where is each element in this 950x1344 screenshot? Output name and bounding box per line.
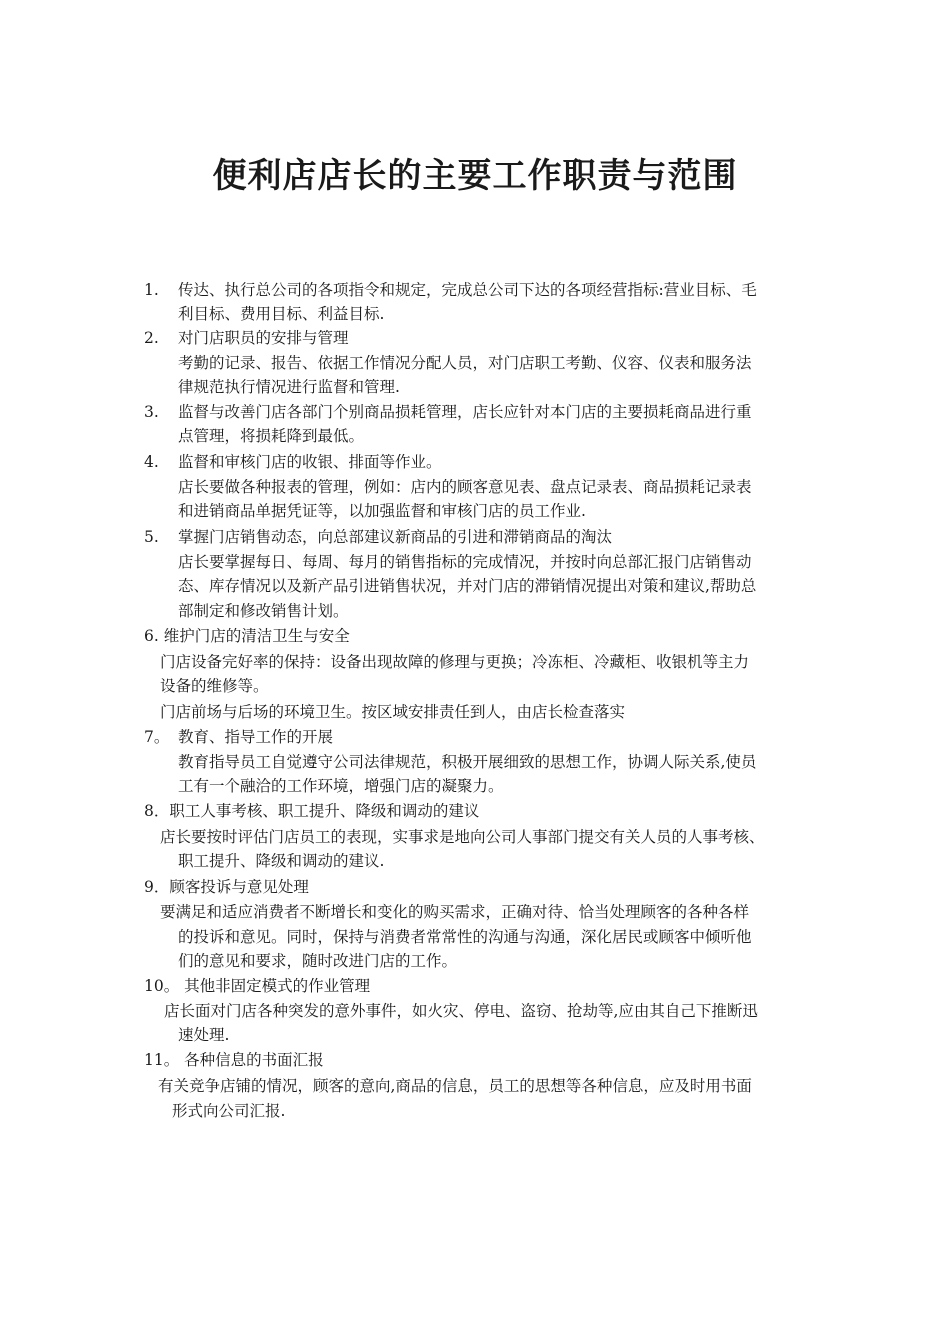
- text-line: 的投诉和意见。同时，保持与消费者常常性的沟通与沟通，深化居民或顾客中倾听他: [178, 928, 752, 946]
- text-line: 考勤的记录、报告、依据工作情况分配人员，对门店职工考勤、仪容、仪表和服务法: [178, 354, 752, 372]
- document-title: 便利店店长的主要工作职责与范围: [212, 156, 738, 196]
- item-number: 3.: [144, 403, 159, 421]
- text-line: 传达、执行总公司的各项指令和规定，完成总公司下达的各项经营指标:营业目标、毛: [178, 281, 757, 299]
- text-line: 门店前场与后场的环境卫生。按区域安排责任到人，由店长检查落实: [160, 703, 626, 721]
- text-line: 部制定和修改销售计划。: [178, 602, 349, 620]
- text-line: 门店设备完好率的保持：设备出现故障的修理与更换；冷冻柜、冷藏柜、收银机等主力: [160, 653, 750, 671]
- text-line: 速处理.: [178, 1026, 230, 1044]
- text-line: 工有一个融洽的工作环境，增强门店的凝聚力。: [178, 777, 504, 795]
- text-line: 店长要做各种报表的管理，例如：店内的顾客意见表、盘点记录表、商品损耗记录表: [178, 478, 752, 496]
- text-line: 态、库存情况以及新产品引进销售状况，并对门店的滞销情况提出对策和建议,帮助总: [178, 577, 757, 595]
- text-line: 店长面对门店各种突发的意外事件，如火灾、停电、盗窃、抢劫等,应由其自己下推断迅: [164, 1002, 758, 1020]
- item-number: 5.: [144, 528, 159, 546]
- section-heading: 8．职工人事考核、职工提升、降级和调动的建议: [144, 802, 480, 820]
- text-line: 教育指导员工自觉遵守公司法律规范，积极开展细致的思想工作，协调人际关系,使员: [178, 753, 757, 771]
- section-heading: 对门店职员的安排与管理: [178, 329, 349, 347]
- item-number: 1.: [144, 281, 159, 299]
- text-line: 和进销商品单据凭证等，以加强监督和审核门店的员工作业.: [178, 502, 586, 520]
- item-number: 2.: [144, 329, 159, 347]
- text-line: 店长要掌握每日、每周、每月的销售指标的完成情况，并按时向总部汇报门店销售动: [178, 553, 752, 571]
- section-heading: 监督和审核门店的收银、排面等作业。: [178, 453, 442, 471]
- text-line: 们的意见和要求，随时改进门店的工作。: [178, 952, 458, 970]
- text-line: 店长要按时评估门店员工的表现，实事求是地向公司人事部门提交有关人员的人事考核、: [160, 828, 765, 846]
- text-line: 监督与改善门店各部门个别商品损耗管理，店长应针对本门店的主要损耗商品进行重: [178, 403, 752, 421]
- text-line: 点管理，将损耗降到最低。: [178, 427, 365, 445]
- section-heading: 6. 维护门店的清洁卫生与安全: [144, 627, 350, 645]
- section-heading: 9．顾客投诉与意见处理: [144, 878, 309, 896]
- section-heading: 11。 各种信息的书面汇报: [144, 1051, 324, 1069]
- section-heading: 10。 其他非固定模式的作业管理: [144, 977, 371, 995]
- item-number: 4.: [144, 453, 159, 471]
- text-line: 职工提升、降级和调动的建议.: [178, 852, 385, 870]
- text-line: 形式向公司汇报.: [172, 1102, 286, 1120]
- text-line: 要满足和适应消费者不断增长和变化的购买需求，正确对待、恰当处理顾客的各种各样: [160, 903, 750, 921]
- text-line: 有关竞争店铺的情况，顾客的意向,商品的信息，员工的思想等各种信息，应及时用书面: [158, 1077, 752, 1095]
- section-heading: 教育、指导工作的开展: [178, 728, 334, 746]
- section-heading: 掌握门店销售动态，向总部建议新商品的引进和滞销商品的淘汰: [178, 528, 613, 546]
- text-line: 利目标、费用目标、利益目标.: [178, 305, 385, 323]
- item-number: 7。: [144, 728, 170, 746]
- text-line: 设备的维修等。: [160, 677, 269, 695]
- text-line: 律规范执行情况进行监督和管理.: [178, 378, 400, 396]
